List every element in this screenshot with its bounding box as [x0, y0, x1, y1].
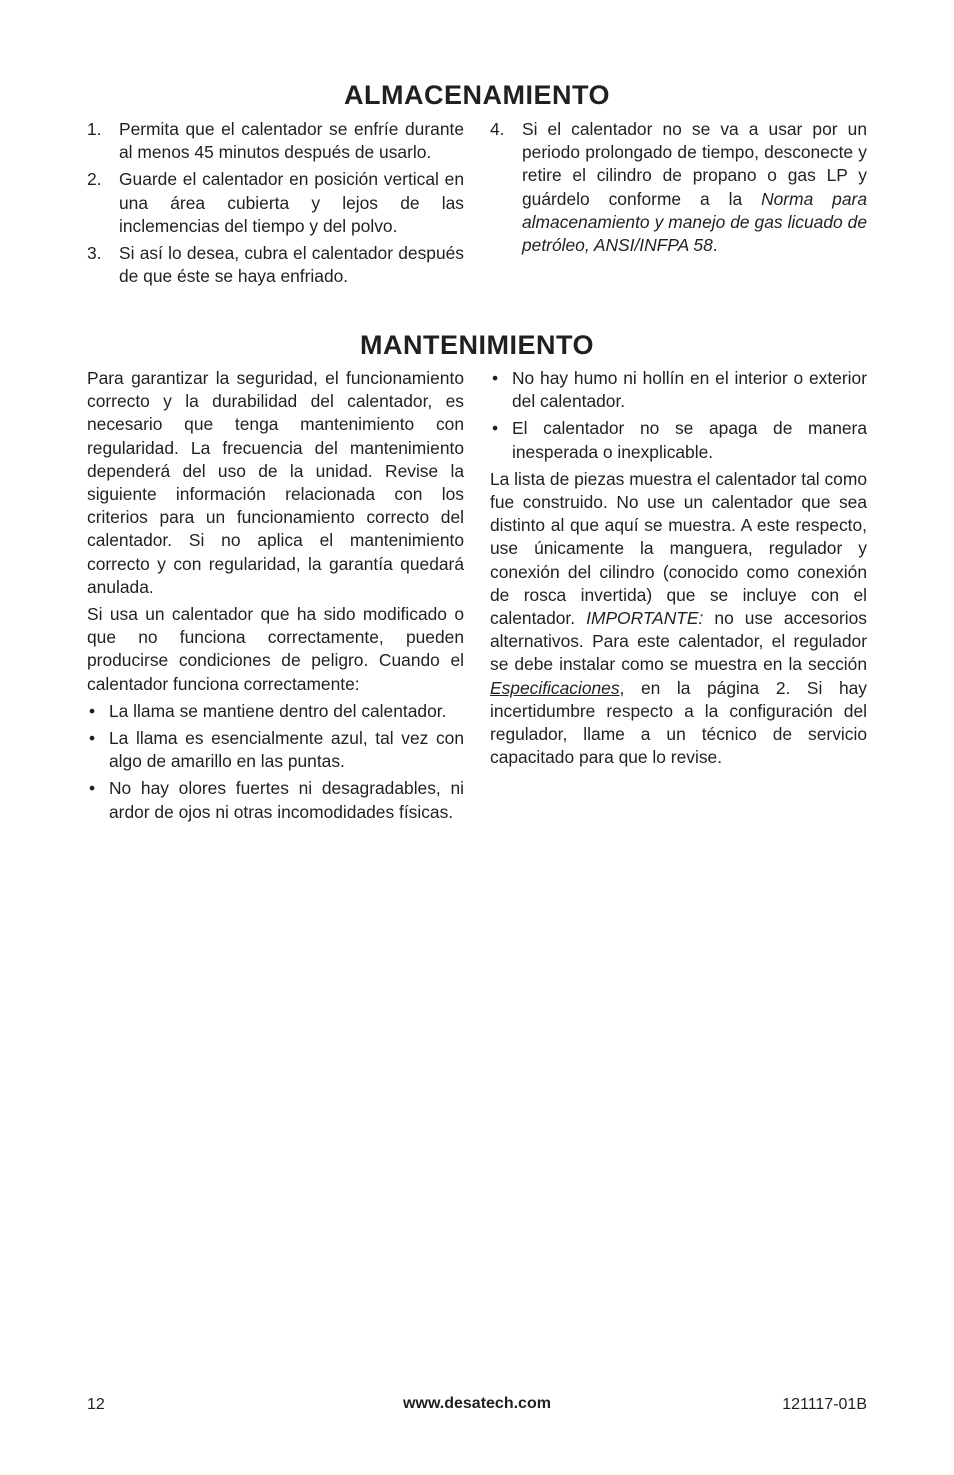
paragraph: Si usa un calentador que ha sido modificado o que no funciona correctamente, pueden producirse condiciones de peligro. Cuando el calentador funciona correctamente: [87, 604, 464, 694]
list-item [87, 700, 464, 723]
list-text: Si el calentador no se va a usar por un periodo prolongado de tiempo, desconecte y retire el cilindro de propano o gas LP y guárdelo conforme a la [522, 119, 867, 209]
list-number: 4. [490, 119, 505, 139]
list-text: Guarde el calentador en posición vertical en una área cubierta y lejos de las inclemencias del tiempo y del polvo. [119, 169, 464, 236]
list-item [87, 118, 464, 164]
list-text: La llama es esencialmente azul, tal vez con algo de amarillo en las puntas. [109, 728, 464, 772]
mantenimiento-right-column [490, 367, 867, 773]
section-title-mantenimiento: MANTENIMIENTO [360, 330, 594, 360]
list-item [87, 777, 464, 823]
bullet-icon: • [492, 418, 499, 439]
bullet-icon: • [492, 368, 499, 388]
specifications-reference: Especificaciones [490, 677, 620, 698]
page-number: 12 [87, 1396, 105, 1413]
document-code: 121117-01B [782, 1396, 867, 1413]
standard-reference: Norma para almacenamiento y manejo de gas licuado de petróleo, ANSI/INFPA 58 [522, 188, 867, 256]
list-text: El calentador no se apaga de manera inesperada o inexplicable. [512, 418, 867, 462]
list-item [490, 417, 867, 463]
almacenamiento-right-column [490, 118, 867, 261]
list-item [490, 367, 867, 413]
mantenimiento-left-column [87, 367, 464, 828]
list-text: Si así lo desea, cubra el calentador después de que éste se haya enfriado. [119, 243, 464, 287]
list-number: 2. [87, 169, 102, 190]
list-text: No hay olores fuertes ni desagradables, ni ardor de ojos ni otras incomodidades físicas. [109, 778, 464, 822]
list-item [87, 168, 464, 238]
paragraph-text: no use accesorios alternativos. Para este calentador, el regulador se debe instalar como se muestra en la sección [490, 608, 867, 675]
website-url: www.desatech.com [403, 1395, 551, 1412]
list-item [87, 242, 464, 288]
list-text: No hay humo ni hollín en el interior o exterior del calentador. [512, 368, 867, 412]
list-text: La llama se mantiene dentro del calentador. [109, 700, 447, 721]
paragraph-text: La lista de piezas muestra el calentador tal como fue construido. No use un calentador que sea distinto al que aquí se muestra. A este respecto, use únicamente la manguera, regulador y conexión del cilindro (conocido como conexión de rosca invertida) que se incluye con el calentador. [490, 468, 867, 629]
paragraph: Para garantizar la seguridad, el funcionamiento correcto y la durabilidad del calentador, es necesario que tenga mantenimiento con regularidad. La frecuencia del mantenimiento dependerá del uso de la unidad. Revise la siguiente información relacionada con los criterios para un funcionamiento correcto del calentador. Si no aplica el mantenimiento correcto y con regularidad, la garantía quedará anulada. [87, 368, 464, 597]
section-title-almacenamiento: ALMACENAMIENTO [344, 80, 610, 110]
list-number: 3. [87, 243, 102, 264]
list-number: 1. [87, 119, 102, 139]
important-label: IMPORTANTE: [586, 608, 704, 629]
paragraph [490, 468, 867, 770]
almacenamiento-left-column [87, 118, 464, 292]
list-text-end: . [712, 235, 718, 256]
bullet-icon: • [89, 728, 96, 749]
bullet-icon: • [89, 700, 96, 721]
list-item [87, 727, 464, 773]
list-text: Permita que el calentador se enfríe durante al menos 45 minutos después de usarlo. [119, 119, 464, 163]
list-item [490, 118, 867, 257]
paragraph-text: , en la página 2. Si hay incertidumbre respecto a la configuración del regulador, llame a un técnico de servicio capacitado para que lo revise. [490, 677, 867, 768]
bullet-icon: • [89, 778, 96, 799]
